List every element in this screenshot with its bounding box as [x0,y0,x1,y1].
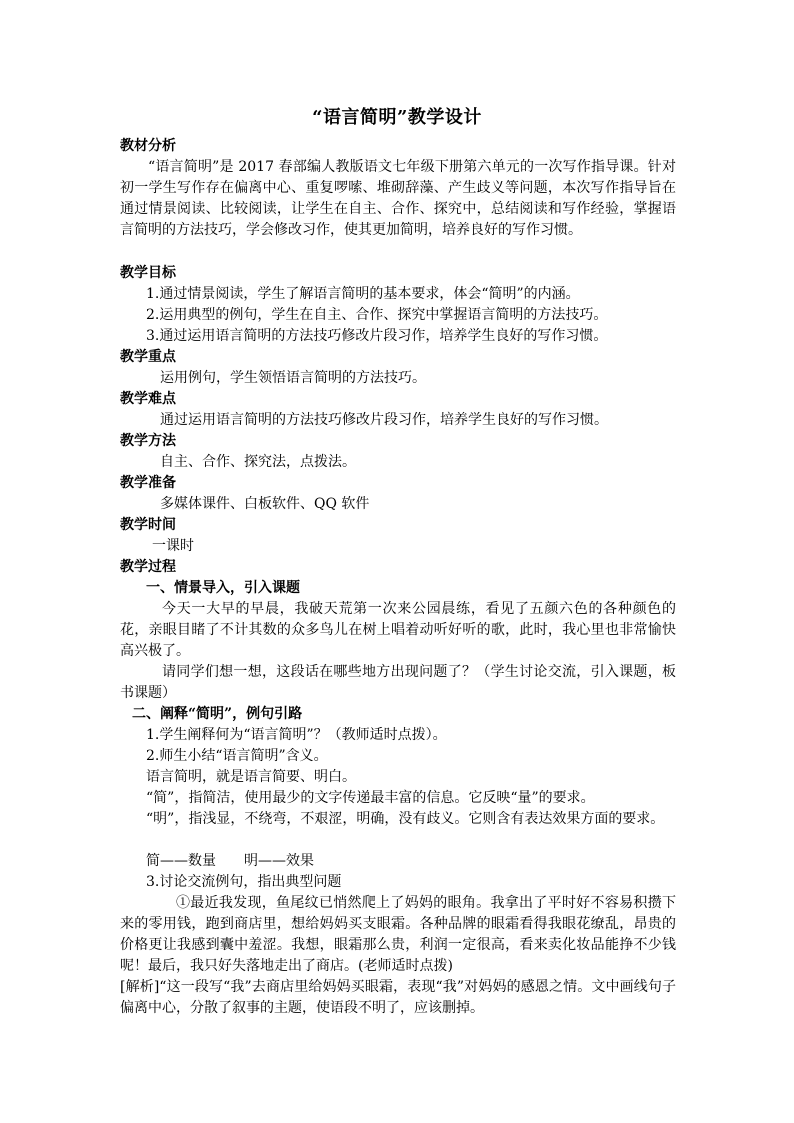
objective-item: 1.通过情景阅读，学生了解语言简明的基本要求，体会“简明”的内涵。 [146,286,580,302]
difficulties-text: 通过运用语言简明的方法技巧修改片段习作，培养学生良好的写作习惯。 [160,412,608,428]
heading-key-points: 教学重点 [120,349,176,365]
ming-text: “明”，指浅显，不绕弯，不艰涩，明确，没有歧义。它则含有表达效果方面的要求。 [146,811,665,827]
heading-difficulties: 教学难点 [120,391,176,407]
methods-text: 自主、合作、探究法，点拨法。 [160,454,356,470]
objective-item: 2.运用典型的例句，学生在自主、合作、探究中掌握语言简明的方法技巧。 [146,307,608,323]
process-step: 1.学生阐释何为“语言简明”？（教师适时点拨）。 [146,727,447,743]
preparation-text: 多媒体课件、白板软件、QQ 软件 [160,496,370,512]
heading-objectives: 教学目标 [120,265,176,281]
time-text: 一课时 [152,538,194,554]
analysis-paragraph: [解析]“这一段写“我”去商店里给妈妈买眼霜，表现“我”对妈妈的感恩之情。文中画线句子偏离中心，分散了叙事的主题，使语段不明了，应该删掉。 [120,979,676,1016]
key-points-text: 运用例句，学生领悟语言简明的方法技巧。 [160,370,426,386]
question-paragraph: 请同学们想一想，这段话在哪些地方出现问题了？（学生讨论交流，引入课题，板书课题） [120,664,676,701]
process-step: 2.师生小结“语言简明”含义。 [146,748,328,764]
scenario-paragraph: 今天一大早的早晨，我破天荒第一次来公园晨练，看见了五颜六色的各种颜色的花，亲眼目睹了不计其数的众多鸟儿在树上唱着动听好听的歌，此时，我心里也非常愉快高兴极了。 [120,601,676,659]
heading-preparation: 教学准备 [120,475,176,491]
summary-text: 简——数量 明——效果 [146,853,314,869]
page-title: “语言简明”教学设计 [312,107,482,128]
heading-methods: 教学方法 [120,433,176,449]
process-part1-title: 一、情景导入，引入课题 [146,580,300,596]
heading-materials-analysis: 教材分析 [120,138,176,154]
process-step: 3.讨论交流例句，指出典型问题 [146,874,342,890]
definition-text: 语言简明，就是语言简要、明白。 [146,769,356,785]
jian-text: “简”，指简洁，使用最少的文字传递最丰富的信息。它反映“量”的要求。 [146,790,595,806]
objective-item: 3.通过运用语言简明的方法技巧修改片段习作，培养学生良好的写作习惯。 [146,328,608,344]
process-part2-title: 二、阐释“简明”，例句引路 [132,706,303,722]
materials-analysis-text: “语言简明”是 2017 春部编人教版语文七年级下册第六单元的一次写作指导课。针对初一学生写作存在偏离中心、重复啰嗦、堆砌辞藻、产生歧义等问题，本次写作指导旨在通过情景阅读、比较阅读，让学生在自主、合作、探究中，总结阅读和写作经验，掌握语言简明的方法技巧，学会修改习作，使其更加简明，培养良好的写作习惯。 [120,159,676,238]
heading-time: 教学时间 [120,517,176,533]
example-paragraph: ①最近我发现，鱼尾纹已悄然爬上了妈妈的眼角。我拿出了平时好不容易积攒下来的零用钱，跑到商店里，想给妈妈买支眼霜。各种品牌的眼霜看得我眼花缭乱，昂贵的价格更让我感到囊中羞涩。我想，眼霜那么贵，利润一定很高，看来卖化妆品能挣不少钱呢！最后，我只好失落地走出了商店。(老师适时点拨) [120,895,676,974]
heading-process: 教学过程 [120,559,176,575]
